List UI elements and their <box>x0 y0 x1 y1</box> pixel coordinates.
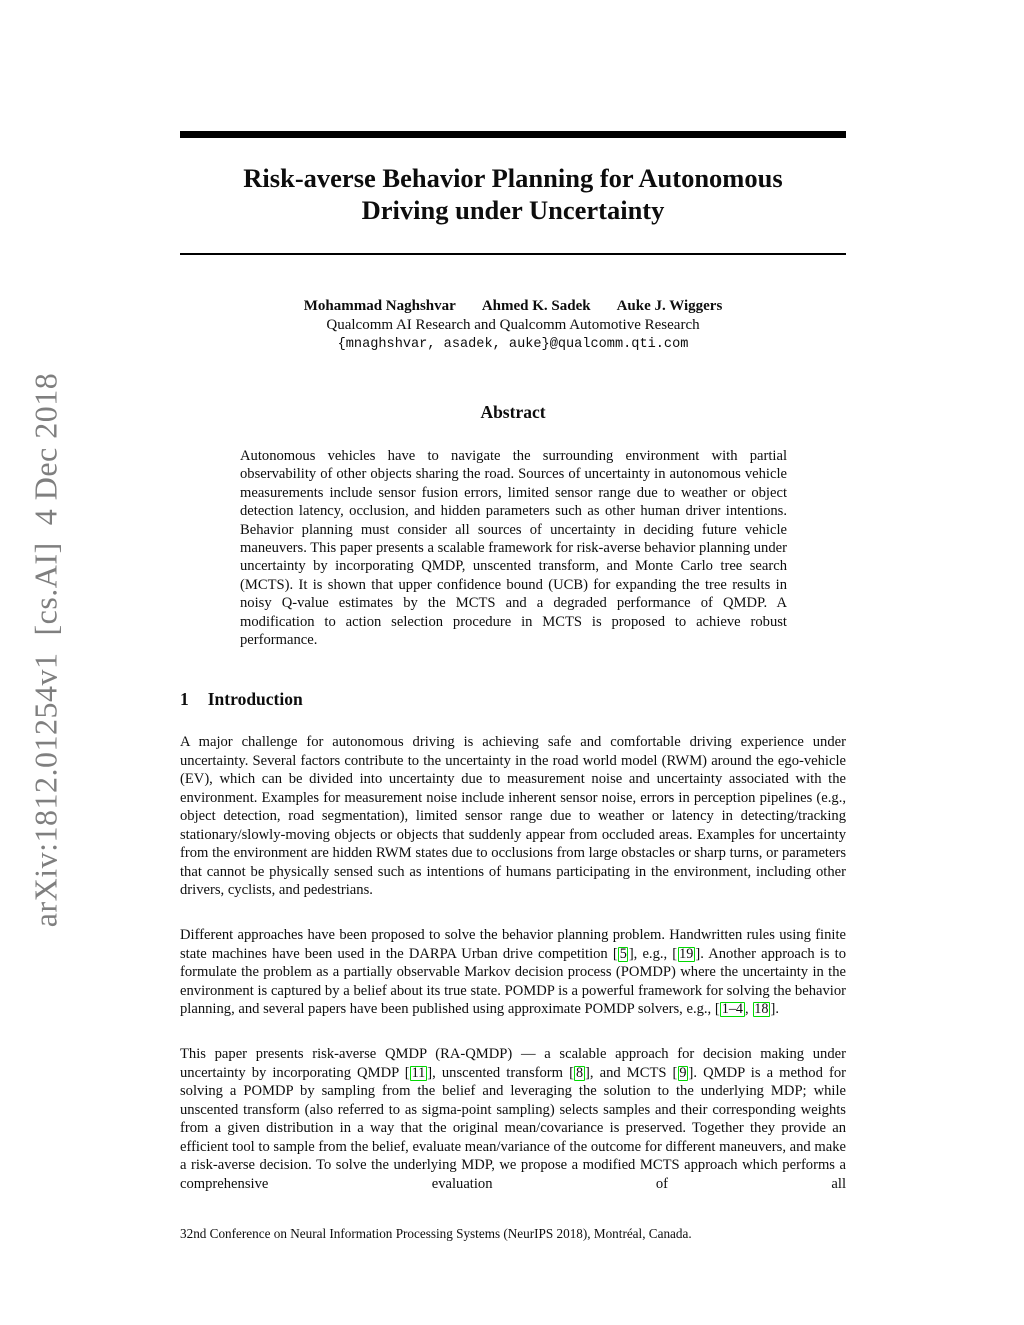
citation-link[interactable]: 5 <box>619 945 627 962</box>
arxiv-watermark: arXiv:1812.01254v1 [cs.AI] 4 Dec 2018 <box>27 372 64 928</box>
citation-link[interactable]: 18 <box>754 1001 769 1018</box>
content-column <box>180 0 846 1325</box>
abstract-heading: Abstract <box>480 402 546 422</box>
citation-link[interactable]: 11 <box>411 1064 426 1081</box>
affiliation: Qualcomm AI Research and Qualcomm Automotive Research <box>326 317 700 333</box>
citation-link[interactable]: 19 <box>679 945 694 962</box>
paper-title <box>180 162 846 226</box>
title-rule <box>180 253 846 255</box>
paper-title-line1: Risk-averse Behavior Planning for Autonomous <box>243 163 783 193</box>
paragraph-2 <box>180 926 846 1019</box>
paragraph-text: A major challenge for autonomous driving is achieving safe and comfortable driving experience under uncertainty. Several factors contribute to the uncertainty in the road world model (RWM) around the ego-vehicle (EV), which can be divided into uncertainty due to measurement noise and uncertainty associated with the environment. Examples for measurement noise include inherent sensor noise, errors in perception pipelines (e.g., object detection, road segmentation), limited sensor range due to weather or latency in detecting/tracking stationary/slowly-moving objects or objects that suddenly appear from occluded areas. Examples for uncertainty from the environment are hidden RWM states due to occlusions from large obstacles or sharp turns, or parameters that cannot be physically sensed such as intentions of humans participating in the environment, including other drivers, cyclists, and pedestrians. <box>180 734 846 899</box>
section-title: Introduction <box>207 689 303 709</box>
paragraph-1 <box>180 733 846 900</box>
paper-title-line2: Driving under Uncertainty <box>361 195 665 225</box>
paragraph-text: Different approaches have been proposed to solve the behavior planning problem. Handwritten rules using finite state machines have been used in the DARPA Urban drive competition [ 5 ], e.g., [ 19 ]. Another approach is to formulate the problem as a partially observable Markov decision process (POMDP) where the uncertainty in the environment is captured by a belief about its true state. POMDP is a powerful framework for solving the behavior planning, and several papers have been published using approximate POMDP solvers, e.g., [ 1–4 , 18 ]. <box>180 927 846 1018</box>
authors-row <box>180 297 846 315</box>
section-number: 1 <box>180 689 189 709</box>
author-name: Mohammad Naghshvar <box>303 298 456 314</box>
author-emails: {mnaghshvar, asadek, auke}@qualcomm.qti.com <box>337 337 689 352</box>
paragraph-text: This paper presents risk-averse QMDP (RA-QMDP) — a scalable approach for decision making under uncertainty by incorporating QMDP [ 11 ], unscented transform [ 8 ], and MCTS [ 9 ]. QMDP is a method for solving a POMDP by sampling from the belief and leveraging the solution to the underlying MDP; while unscented transform (also referred to as sigma-point sampling) selects samples and their corresponding weights from a given distribution in a way that the original mean/covariance is preserved. Together they provide an efficient tool to sample from the belief, evaluate mean/variance of the outcome for different maneuvers, and make a risk-averse decision. To solve the underlying MDP, we propose a modified MCTS approach which performs a comprehensive evaluation of all <box>180 1046 846 1192</box>
paragraph-3 <box>180 1045 846 1193</box>
citation-link[interactable]: 8 <box>575 1064 584 1081</box>
top-rule <box>180 131 846 138</box>
section-heading-introduction <box>180 689 303 710</box>
citation-link[interactable]: 9 <box>679 1064 687 1081</box>
author-name: Auke J. Wiggers <box>616 298 723 314</box>
author-name: Ahmed K. Sadek <box>481 298 591 314</box>
conference-footnote: 32nd Conference on Neural Information Processing Systems (NeurIPS 2018), Montréal, Canada. <box>180 1226 692 1241</box>
authors-block <box>180 297 846 354</box>
citation-link[interactable]: 1–4 <box>721 1001 743 1018</box>
abstract-body: Autonomous vehicles have to navigate the surrounding environment with partial observability of other objects sharing the road. Sources of uncertainty in autonomous vehicle measurements include sensor fusion errors, limited sensor range due to weather or object detection latency, occlusion, and hidden parameters such as other human driver intentions. Behavior planning must consider all sources of uncertainty in deciding future vehicle maneuvers. This paper presents a scalable framework for risk-averse behavior planning under uncertainty by incorporating QMDP, unscented transform, and Monte Carlo tree search (MCTS). It is shown that upper confidence bound (UCB) for expanding the tree results in noisy Q-value estimates by the MCTS and a degraded performance of QMDP. A modification to action selection procedure in MCTS is proposed to achieve robust performance. <box>240 448 787 649</box>
